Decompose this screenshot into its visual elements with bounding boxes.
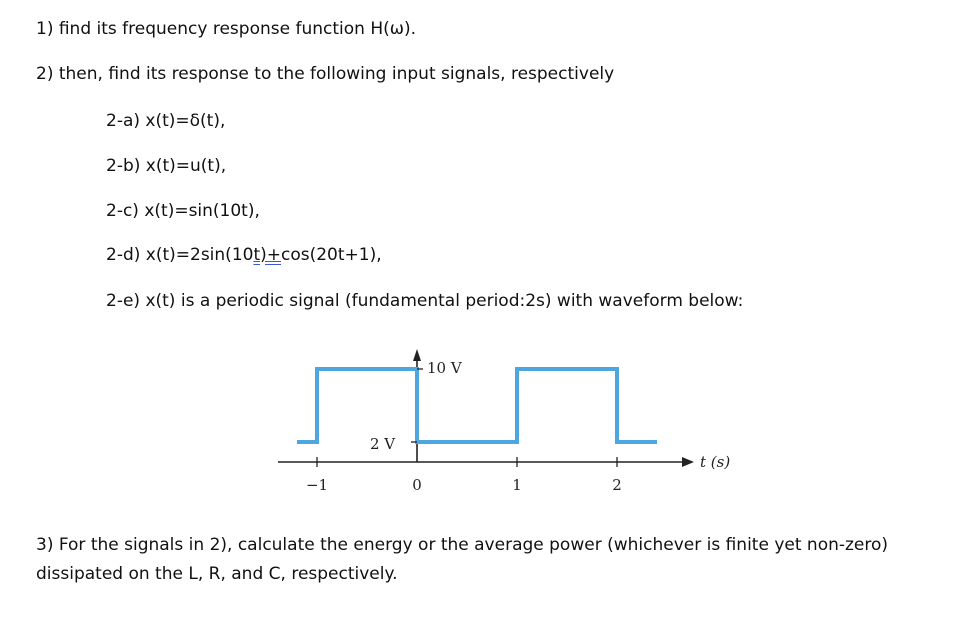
item-2b: 2-b) x(t)=u(t),	[106, 156, 227, 176]
x-axis-label: t (s)	[700, 453, 731, 471]
question-2	[36, 63, 614, 85]
item-2a: 2-a) x(t)=δ(t),	[106, 111, 226, 131]
tick-label-1: 1	[512, 476, 522, 494]
v-axis-arrowhead	[413, 349, 421, 361]
item-2e: 2-e) x(t) is a periodic signal (fundamental period:2s) with waveform below:	[106, 291, 744, 311]
tick-label-2: 2	[612, 476, 622, 494]
tick-label-neg1: −1	[305, 476, 329, 494]
t-axis-arrowhead	[682, 457, 694, 467]
question-1	[36, 18, 416, 40]
item-2d-part2: cos(20t+1),	[281, 245, 382, 265]
item-2c: 2-c) x(t)=sin(10t),	[106, 201, 260, 221]
label-high: 10 V	[427, 359, 462, 377]
item-2d-underlined: t)+	[253, 245, 281, 265]
signal-waveform	[297, 369, 657, 442]
label-low: 2 V	[370, 435, 396, 453]
question-2-text: 2) then, find its response to the following input signals, respectively	[36, 64, 615, 84]
question-3: 3) For the signals in 2), calculate the energy or the average power (whichever is finite yet non-zero) dissipated on the L, R, and C, respectively.	[36, 535, 889, 584]
question-1-text: 1) find its frequency response function H(ω).	[36, 19, 417, 39]
item-2d	[106, 244, 382, 266]
waveform-figure	[270, 345, 740, 495]
item-2d-part1: 2-d) x(t)=2sin(10	[106, 245, 254, 265]
tick-label-0: 0	[412, 476, 422, 494]
